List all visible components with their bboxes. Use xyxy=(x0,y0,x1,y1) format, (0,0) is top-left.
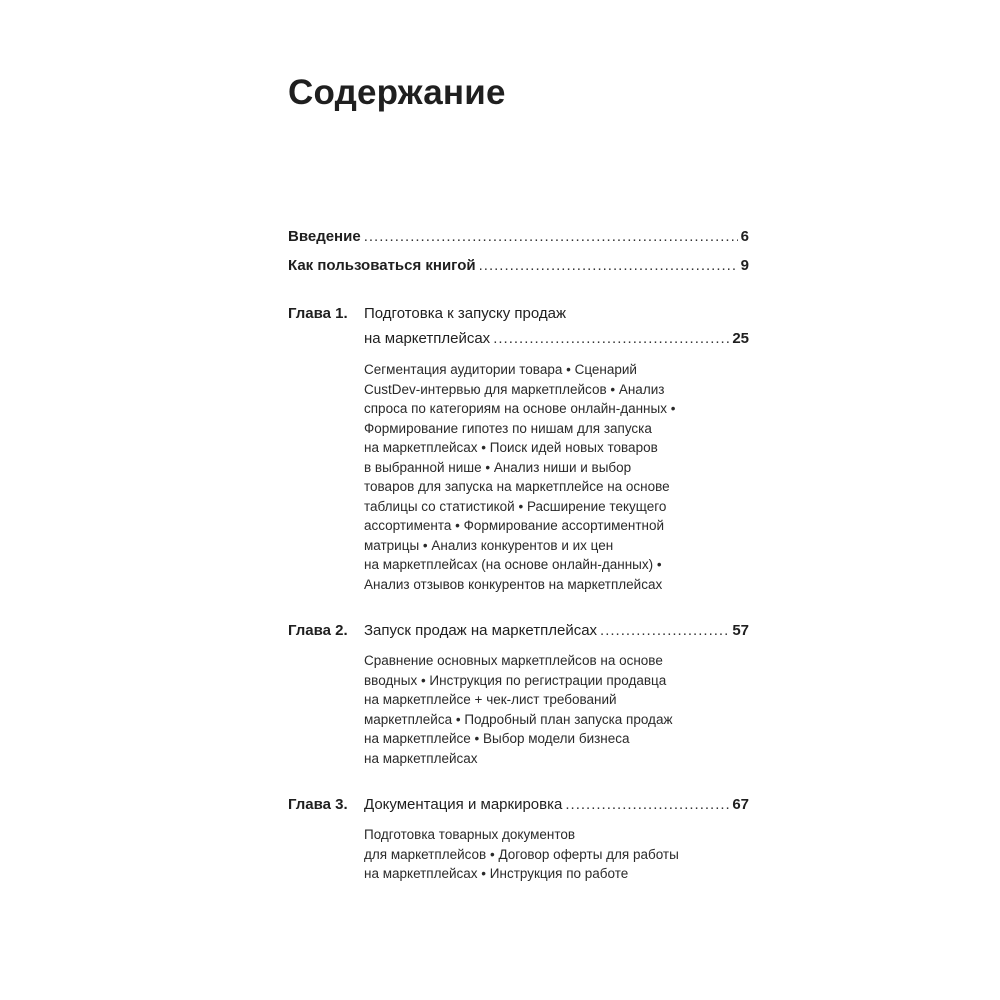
chapter-1-label: Глава 1. xyxy=(288,305,348,322)
toc-entry-label: Введение xyxy=(288,228,361,245)
chapter-1-title-line-2: на маркетплейсах xyxy=(364,330,491,347)
description-line: ассортимента • Формирование ассортиментной xyxy=(364,518,665,533)
description-line: на маркетплейсе + чек-лист требований xyxy=(364,692,617,707)
description-line: для маркетплейсов • Договор оферты для работы xyxy=(364,846,679,862)
description-line: матрицы • Анализ конкурентов и их цен xyxy=(364,537,614,553)
dot-leader xyxy=(565,795,729,815)
chapter-1-description xyxy=(364,360,734,594)
description-line: на маркетплейсах • Инструкция по работе xyxy=(364,866,629,881)
description-line: вводных • Инструкция по регистрации продавца xyxy=(364,672,667,688)
description-line: на маркетплейсах (на основе онлайн-данных) • xyxy=(364,557,662,572)
toc-entry-how-to-use[interactable] xyxy=(288,256,749,276)
toc-page-number: 9 xyxy=(740,257,749,274)
toc-page-number: 67 xyxy=(732,796,749,813)
toc-entry-label: Как пользоваться книгой xyxy=(288,257,476,274)
chapter-2-label: Глава 2. xyxy=(288,622,348,639)
toc-page-number: 25 xyxy=(732,330,749,347)
page-title: Содержание xyxy=(288,73,506,112)
toc-entry-introduction[interactable] xyxy=(288,227,749,247)
chapter-3-title: Документация и маркировка xyxy=(364,796,563,813)
description-line: Подготовка товарных документов xyxy=(364,827,576,842)
description-line: на маркетплейсах • Поиск идей новых товаров xyxy=(364,440,658,455)
chapter-2-description xyxy=(364,651,734,768)
description-line: на маркетплейсах xyxy=(364,750,478,766)
dot-leader xyxy=(364,227,738,247)
description-line: в выбранной нише • Анализ ниши и выбор xyxy=(364,459,632,475)
description-line: спроса по категориям на основе онлайн-данных • xyxy=(364,401,676,416)
description-line: Анализ отзывов конкурентов на маркетплейсах xyxy=(364,576,663,592)
chapter-3-entry[interactable] xyxy=(364,795,749,815)
description-line: на маркетплейсе • Выбор модели бизнеса xyxy=(364,731,630,746)
description-line: таблицы со статистикой • Расширение текущего xyxy=(364,498,667,514)
chapter-3-label: Глава 3. xyxy=(288,796,348,813)
dot-leader xyxy=(600,621,729,641)
chapter-1-entry[interactable] xyxy=(364,329,749,349)
dot-leader xyxy=(479,256,738,276)
description-line: CustDev-интервью для маркетплейсов • Анализ xyxy=(364,381,665,397)
description-line: Сегментация аудитории товара • Сценарий xyxy=(364,362,637,377)
description-line: товаров для запуска на маркетплейсе на основе xyxy=(364,479,670,494)
description-line: Формирование гипотез по нишам для запуска xyxy=(364,420,652,436)
chapter-2-title: Запуск продаж на маркетплейсах xyxy=(364,622,598,639)
toc-page-number: 6 xyxy=(740,228,749,245)
dot-leader xyxy=(493,329,729,349)
toc-page-number: 57 xyxy=(732,622,749,639)
chapter-2-entry[interactable] xyxy=(364,621,749,641)
chapter-3-description xyxy=(364,825,734,884)
description-line: Сравнение основных маркетплейсов на основе xyxy=(364,653,663,668)
chapter-1-title-line-1[interactable]: Подготовка к запуску продаж xyxy=(364,305,567,322)
description-line: маркетплейса • Подробный план запуска продаж xyxy=(364,711,673,727)
